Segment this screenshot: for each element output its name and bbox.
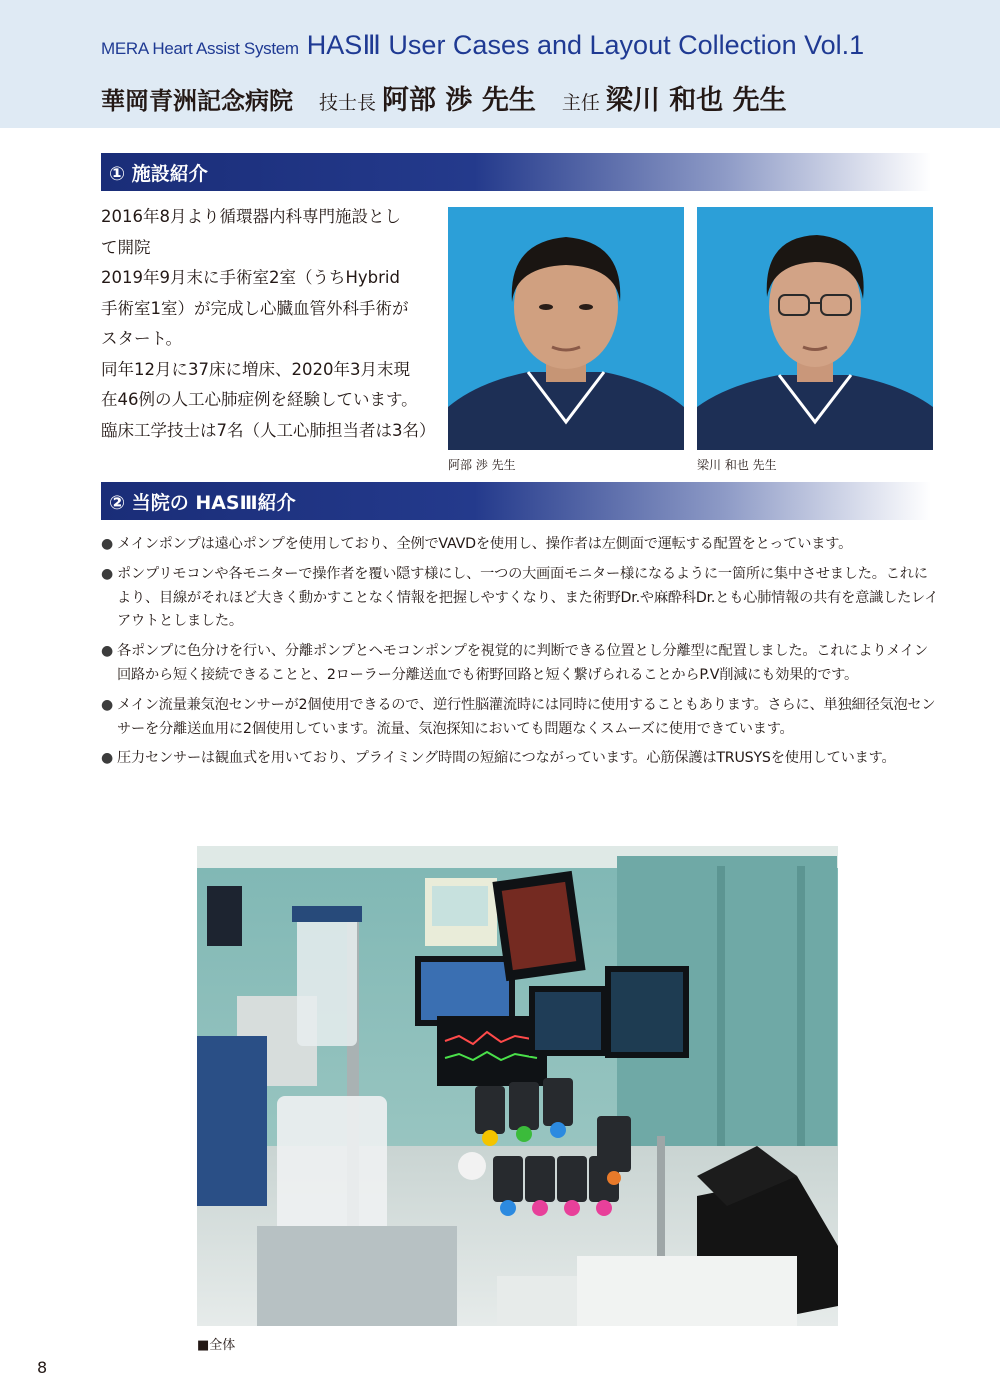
intro-line: 2016年8月より循環器内科専門施設とし: [101, 207, 401, 226]
section-title: ① 施設紹介: [109, 163, 208, 185]
intro-line: 臨床工学技士は7名（人工心肺担当者は3名）: [101, 420, 436, 440]
intro-line: て開院: [101, 237, 151, 257]
section-title: ② 当院の HASⅢ紹介: [109, 492, 296, 514]
bullet-item: ● メイン流量兼気泡センサーが2個使用できるので、逆行性脳灌流時には同時に使用することもあります。さらに、単独細径気泡センサーを分離送血用に2個使用しています。流量、気泡探知においても問題なくスムーズに使用できています。: [101, 694, 941, 742]
section-heading-has3: [101, 482, 931, 520]
role-2: 主任: [561, 92, 600, 114]
portrait-caption-yanagawa: 梁川 和也 先生: [697, 458, 777, 472]
role-1: 技士長: [319, 92, 377, 114]
intro-line: 手術室1室）が完成し心臓血管外科手術が: [101, 298, 409, 318]
portrait-caption-abe: 阿部 渉 先生: [448, 458, 516, 472]
intro-line: 在46例の人工心肺症例を経験しています。: [101, 390, 418, 409]
page-number: 8: [37, 1358, 48, 1376]
intro-line: 同年12月に37床に増床、2020年3月末現: [101, 359, 410, 379]
bullet-item: ● 各ポンプに色分けを行い、分離ポンプとヘモコンポンプを視覚的に判断できる位置とし分離型に配置しました。これによりメイン回路から短く接続できることと、2ローラー分離送血でも術野回路と短く繋げられることからP.V削減にも効果的です。: [101, 640, 941, 688]
intro-line: スタート。: [101, 329, 183, 348]
facility-intro: [101, 202, 441, 446]
main-layout-photo: [197, 846, 838, 1326]
header-band: [0, 0, 1000, 128]
has3-bullet-list: [101, 533, 941, 777]
series-small-title: MERA Heart Assist System: [101, 39, 299, 58]
bullet-item: ● ポンプリモコンや各モニターで操作者を覆い隠す様にし、一つの大画面モニター様になるように一箇所に集中させました。これにより、目線がそれほど大きく動かすことなく情報を把握しやすくなり、また術野Dr.や麻酔科Dr.とも心肺情報の共有を意識したレイアウトとしました。: [101, 563, 941, 634]
hospital-name: 華岡青洲記念病院: [101, 87, 293, 115]
bullet-item: ● メインポンプは遠心ポンプを使用しており、全例でVAVDを使用し、操作者は左側面で運転する配置をとっています。: [101, 533, 941, 557]
person-2: 梁川 和也 先生: [605, 85, 787, 116]
author-line: [101, 78, 787, 117]
series-title: [101, 30, 864, 61]
portrait-photo-abe: [448, 207, 684, 450]
intro-line: 2019年9月末に手術室2室（うちHybrid: [101, 268, 400, 287]
section-heading-facility: [101, 153, 931, 191]
portrait-photo-yanagawa: [697, 207, 933, 450]
bullet-item: ● 圧力センサーは観血式を用いており、プライミング時間の短縮につながっています。心筋保護はTRUSYSを使用しています。: [101, 747, 941, 771]
main-photo-caption: ■全体: [197, 1338, 236, 1353]
series-main-title: HASⅢ User Cases and Layout Collection Vol.1: [306, 30, 865, 60]
person-1: 阿部 渉 先生: [382, 85, 536, 116]
